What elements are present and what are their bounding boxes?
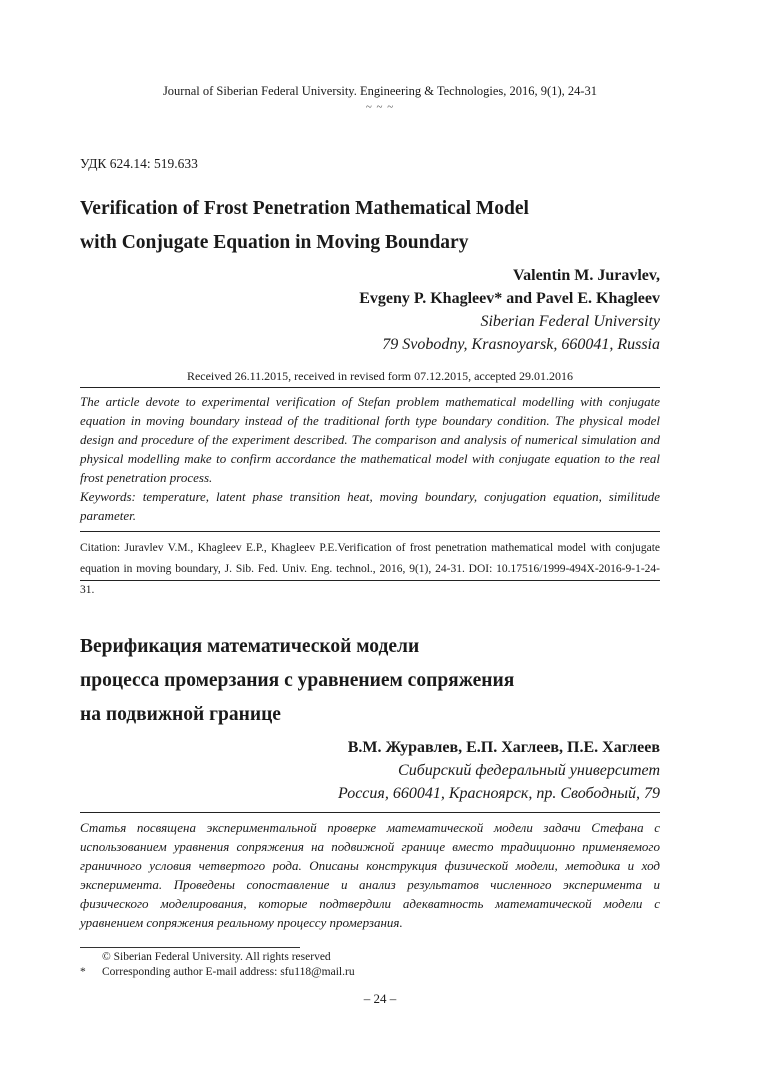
russian-abstract bbox=[80, 818, 660, 932]
footnote-copyright bbox=[80, 951, 660, 963]
russian-title-line-3: на подвижной границе bbox=[80, 704, 281, 725]
copyright-text: © Siberian Federal University. All rights reserved bbox=[102, 951, 331, 963]
english-title bbox=[80, 192, 680, 260]
russian-title-line-2: процесса промерзания с уравнением сопряжения bbox=[80, 670, 515, 691]
author-line-2: Evgeny P. Khagleev* and Pavel E. Khagleev bbox=[359, 290, 660, 307]
english-abstract bbox=[80, 392, 660, 487]
english-authors-block bbox=[100, 264, 660, 356]
keywords bbox=[80, 487, 660, 525]
footnote-rule bbox=[80, 947, 300, 948]
russian-affiliation: Сибирский федеральный университет bbox=[398, 762, 660, 779]
affiliation: Siberian Federal University bbox=[480, 313, 660, 330]
footnote-mark: * bbox=[80, 966, 86, 978]
journal-header: Journal of Siberian Federal University. Engineering & Technologies, 2016, 9(1), 24-31 bbox=[162, 84, 598, 98]
keywords-text: Keywords: temperature, latent phase transition heat, moving boundary, conjugation equation, similitude parameter. bbox=[80, 489, 660, 523]
russian-title bbox=[80, 630, 720, 732]
english-abstract-text: The article devote to experimental verification of Stefan problem mathematical modelling with conjugate equation in moving boundary instead of the traditional forth type boundary condition. The physical model design and procedure of the experiment described. The comparison and analysis of numerical simulation and physical modelling make to confirm accordance the mathematical model with conjugate equation to the real frost penetration process. bbox=[80, 394, 660, 485]
russian-authors: В.М. Журавлев, Е.П. Хаглеев, П.Е. Хаглеев bbox=[347, 739, 660, 756]
english-title-line-2: with Conjugate Equation in Moving Boundary bbox=[80, 232, 469, 253]
divider-citation-bottom bbox=[80, 580, 660, 581]
header-ornament: ~ ~ ~ bbox=[365, 101, 395, 113]
russian-abstract-text: Статья посвящена экспериментальной проверке математической модели задачи Стефана с использованием уравнения сопряжения на подвижной границе вместо традиционно применяемого граничного условия четвертого рода. Описаны конструкция физической модели, методика и ход эксперимента. Проведены сопоставление и анализ результатов численного эксперимента и физического моделирования, которые подтвердили адекватность математической модели с уравнением сопряжения реальному процессу промерзания. bbox=[80, 820, 660, 930]
english-title-line-1: Verification of Frost Penetration Mathematical Model bbox=[80, 198, 529, 219]
citation: Citation: Juravlev V.M., Khagleev E.P., Khagleev P.E.Verification of frost penetration mathematical model with conjugate equation in moving boundary, J. Sib. Fed. Univ. Eng. technol., 2016, 9(1), 24-31. DOI: 10.17516/1999-494X-2016-9-1-24-31. bbox=[80, 542, 660, 596]
divider-top bbox=[80, 387, 660, 388]
divider-russian bbox=[80, 812, 660, 813]
page-number: – 24 – bbox=[363, 991, 397, 1006]
russian-address: Россия, 660041, Красноярск, пр. Свободный, 79 bbox=[338, 785, 660, 802]
address: 79 Svobodny, Krasnoyarsk, 660041, Russia bbox=[382, 336, 660, 353]
udc-code: УДК 624.14: 519.633 bbox=[80, 156, 198, 171]
corresponding-email: Corresponding author E-mail address: sfu118@mail.ru bbox=[102, 966, 355, 978]
footnote-corresponding bbox=[80, 966, 660, 978]
russian-authors-block bbox=[100, 736, 660, 805]
author-line-1: Valentin M. Juravlev, bbox=[513, 267, 660, 284]
received-dates: Received 26.11.2015, received in revised form 07.12.2015, accepted 29.01.2016 bbox=[186, 369, 574, 383]
divider-citation-top bbox=[80, 531, 660, 532]
russian-title-line-1: Верификация математической модели bbox=[80, 636, 420, 657]
